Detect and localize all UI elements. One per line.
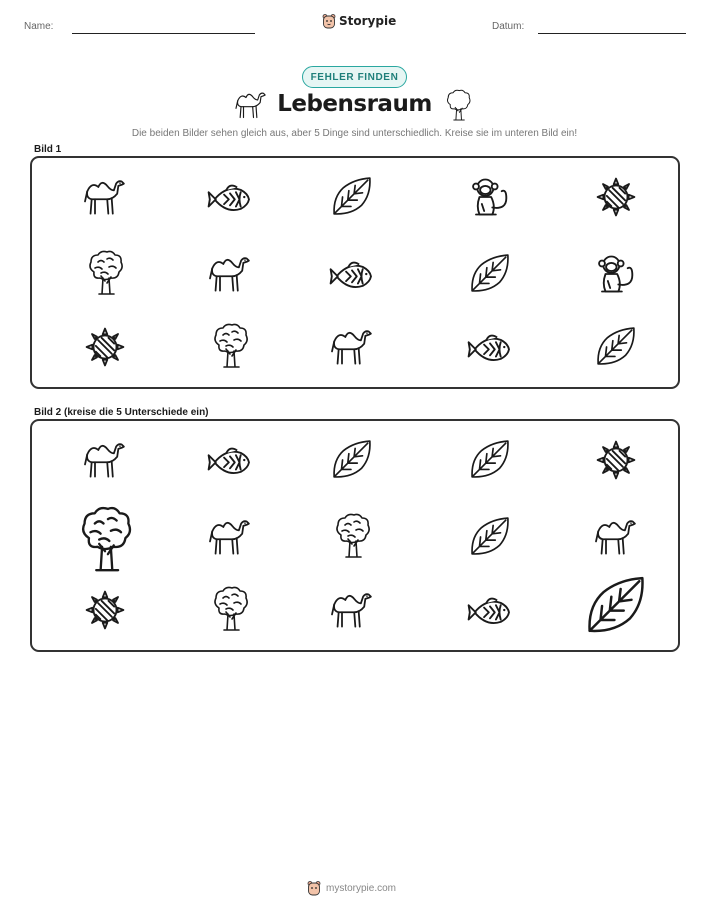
page-title: Lebensraum bbox=[277, 91, 432, 117]
name-label: Name: bbox=[24, 21, 54, 32]
camel-icon bbox=[207, 254, 253, 294]
footer-url[interactable]: mystorypie.com bbox=[326, 882, 397, 894]
mascot-icon bbox=[307, 880, 321, 896]
brand-name: Storypie bbox=[339, 14, 397, 28]
fish-icon bbox=[329, 255, 375, 293]
mascot-icon bbox=[322, 13, 336, 29]
monkey-icon bbox=[595, 251, 637, 297]
tree-icon bbox=[444, 89, 472, 123]
tree-icon[interactable] bbox=[72, 506, 138, 576]
sun-icon[interactable] bbox=[593, 437, 639, 483]
sun-icon bbox=[593, 174, 639, 220]
tree-icon bbox=[210, 323, 250, 371]
picture2-label: Bild 2 (kreise die 5 Unterschiede ein) bbox=[34, 407, 209, 418]
tree-icon[interactable] bbox=[210, 586, 250, 634]
camel-icon[interactable] bbox=[207, 517, 253, 557]
leaf-icon[interactable] bbox=[331, 438, 373, 482]
tree-icon bbox=[85, 250, 125, 298]
date-field[interactable] bbox=[538, 33, 686, 34]
fish-icon bbox=[467, 328, 513, 366]
camel-icon[interactable] bbox=[82, 440, 128, 480]
fish-icon[interactable] bbox=[207, 441, 253, 479]
camel-icon[interactable] bbox=[329, 590, 375, 630]
camel-icon bbox=[234, 90, 268, 120]
leaf-icon bbox=[331, 175, 373, 219]
date-label: Datum: bbox=[492, 21, 525, 32]
camel-icon bbox=[82, 177, 128, 217]
instruction-text: Die beiden Bilder sehen gleich aus, aber 5 Dinge sind unterschiedlich. Kreise sie im unteren Bild ein! bbox=[131, 128, 578, 139]
camel-icon[interactable] bbox=[593, 517, 639, 557]
fish-icon[interactable] bbox=[467, 591, 513, 629]
monkey-icon bbox=[469, 174, 511, 220]
camel-icon bbox=[329, 327, 375, 367]
sun-icon bbox=[82, 324, 128, 370]
footer bbox=[307, 880, 396, 896]
sun-icon[interactable] bbox=[82, 587, 128, 633]
fish-icon bbox=[207, 178, 253, 216]
brand-logo bbox=[322, 13, 396, 29]
picture1-label: Bild 1 bbox=[34, 144, 62, 155]
leaf-icon bbox=[595, 325, 637, 369]
leaf-icon[interactable] bbox=[469, 438, 511, 482]
leaf-icon bbox=[469, 252, 511, 296]
name-field[interactable] bbox=[72, 33, 255, 34]
tree-icon[interactable] bbox=[332, 513, 372, 561]
leaf-icon[interactable] bbox=[585, 573, 647, 639]
leaf-icon[interactable] bbox=[469, 515, 511, 559]
activity-badge: FEHLER FINDEN bbox=[302, 66, 407, 88]
